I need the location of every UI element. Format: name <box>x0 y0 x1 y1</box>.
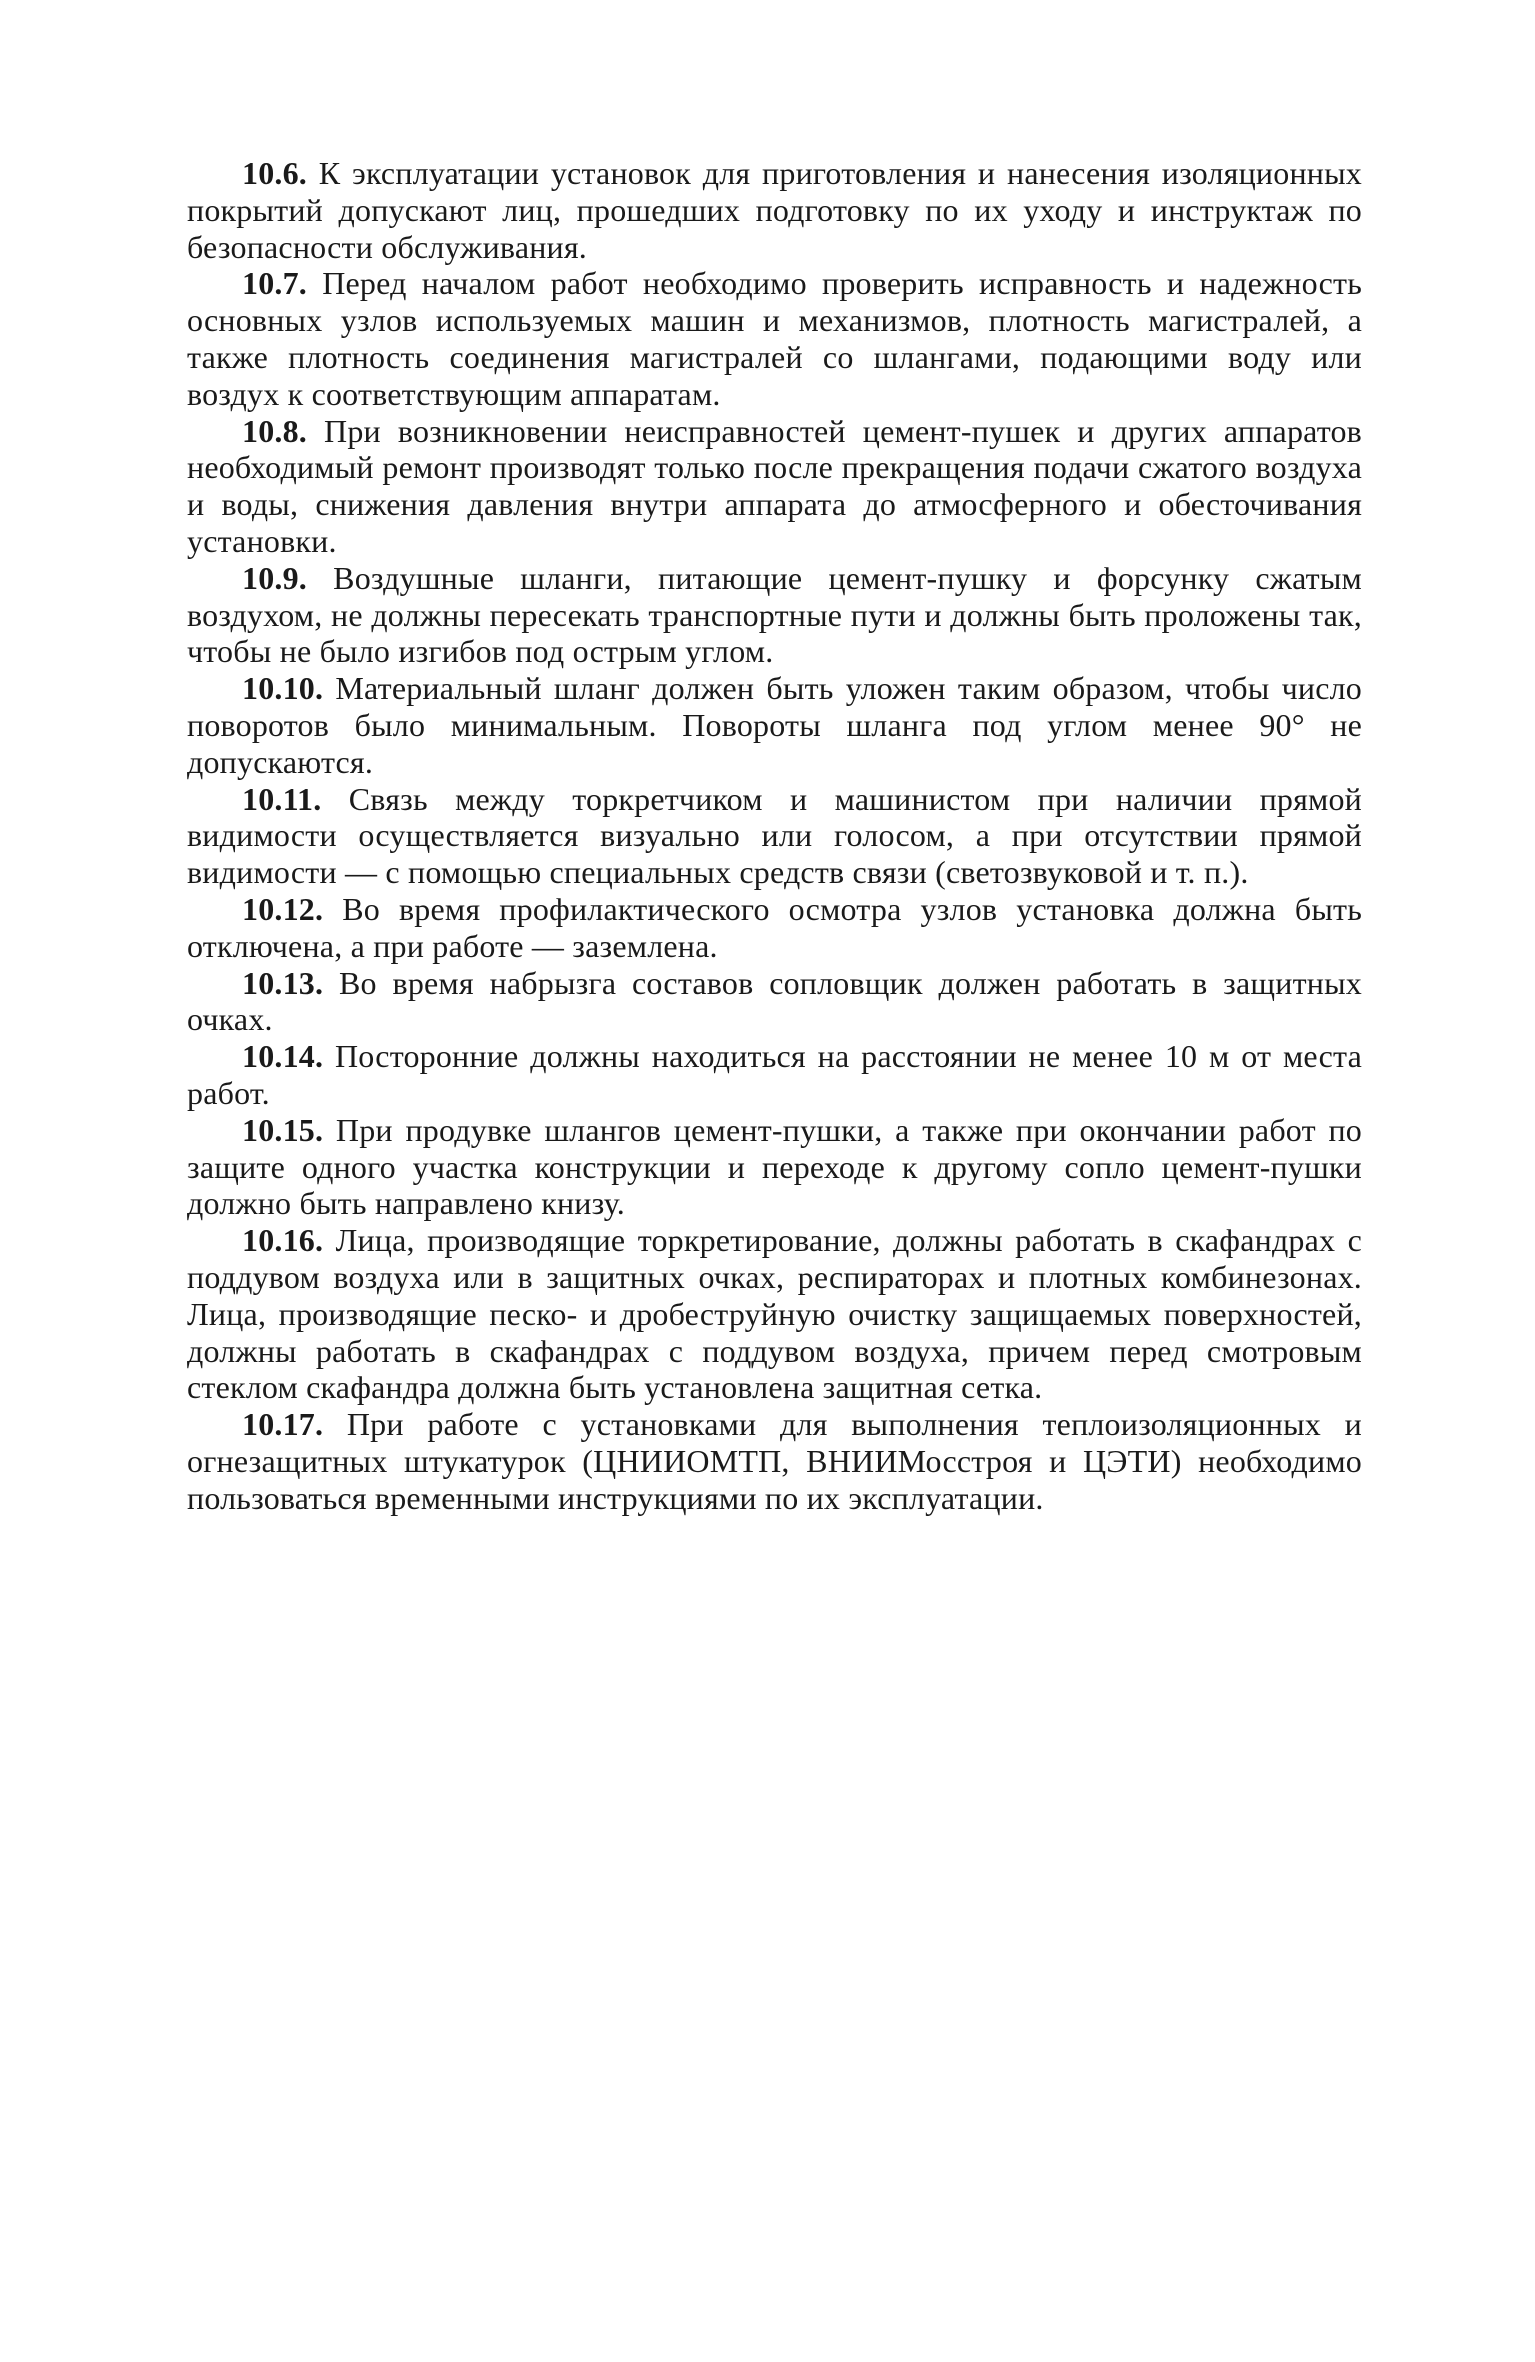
paragraph-10-13 <box>187 965 1362 1039</box>
paragraph-text: К эксплуатации установок для приготовления и нанесения изоляционных покрытий допускают лиц, прошедших подготовку по их уходу и инструктаж по безопасности обслуживания. <box>187 155 1363 265</box>
paragraph-text: Материальный шланг должен быть уложен таким образом, чтобы число поворотов было минимальным. Повороты шланга под углом менее 90° не допускаются. <box>187 670 1362 780</box>
paragraph-number: 10.9. <box>242 559 307 596</box>
paragraph-text: При работе с установками для выполнения теплоизоляционных и огнезащитных штукатурок (ЦНИИОМТП, ВНИИМосстроя и ЦЭТИ) необходимо пользоваться временными инструкциями по их эксплуатации. <box>187 1406 1362 1516</box>
paragraph-10-14 <box>187 1038 1362 1112</box>
paragraph-number: 10.12. <box>242 890 324 927</box>
paragraph-10-7 <box>187 265 1362 412</box>
paragraph-number: 10.17. <box>242 1406 324 1443</box>
paragraph-text: Во время профилактического осмотра узлов установка должна быть отключена, а при работе — заземлена. <box>187 890 1362 964</box>
paragraph-text: Связь между торкретчиком и машинистом при наличии прямой видимости осуществляется визуально или голосом, а при отсутствии прямой видимости — с помощью специальных средств связи (светозвуковой и т. п.). <box>187 780 1363 891</box>
paragraph-10-10 <box>187 670 1362 780</box>
paragraph-10-11 <box>187 781 1362 891</box>
paragraph-number: 10.8. <box>242 412 307 449</box>
paragraph-10-15 <box>187 1112 1362 1222</box>
paragraph-number: 10.16. <box>242 1222 324 1259</box>
paragraph-number: 10.15. <box>242 1111 324 1148</box>
paragraph-text: Лица, производящие торкретирование, должны работать в скафандрах с поддувом воздуха или в защитных очках, респираторах и плотных комбинезонах. Лица, производящие песко- и дробеструйную очистку защищаемых поверхностей, должны работать в скафандрах с поддувом воздуха, причем перед смотровым стеклом скафандра должна быть установлена защитная сетка. <box>187 1222 1362 1406</box>
paragraph-text: Во время набрызга составов сопловщик должен работать в защитных очках. <box>187 964 1362 1038</box>
paragraph-text: Перед началом работ необходимо проверить исправность и надежность основных узлов используемых машин и механизмов, плотность магистралей, а также плотность соединения магистралей со шлангами, подающими воду или воздух к соответствующим аппаратам. <box>187 265 1363 412</box>
paragraph-number: 10.14. <box>242 1038 324 1075</box>
document-body <box>187 155 1362 1516</box>
paragraph-text: Посторонние должны находиться на расстоянии не менее 10 м от места работ. <box>187 1038 1362 1111</box>
paragraph-number: 10.11. <box>242 780 322 817</box>
paragraph-number: 10.13. <box>242 964 324 1001</box>
paragraph-10-6 <box>187 155 1362 265</box>
paragraph-10-16 <box>187 1222 1362 1406</box>
paragraph-number: 10.10. <box>242 670 324 707</box>
paragraph-text: Воздушные шланги, питающие цемент-пушку и форсунку сжатым воздухом, не должны пересекать транспортные пути и должны быть проложены так, чтобы не было изгибов под острым углом. <box>187 559 1362 670</box>
paragraph-10-12 <box>187 891 1362 965</box>
paragraph-10-9 <box>187 560 1362 670</box>
paragraph-10-17 <box>187 1406 1362 1516</box>
paragraph-text: При продувке шлангов цемент-пушки, а также при окончании работ по защите одного участка конструкции и переходе к другому сопло цемент-пушки должно быть направлено книзу. <box>187 1111 1363 1222</box>
paragraph-number: 10.7. <box>242 265 307 302</box>
paragraph-text: При возникновении неисправностей цемент-пушек и других аппаратов необходимый ремонт производят только после прекращения подачи сжатого воздуха и воды, снижения давления внутри аппарата до атмосферного и обесточивания установки. <box>187 412 1362 559</box>
paragraph-number: 10.6. <box>242 155 307 191</box>
paragraph-10-8 <box>187 413 1362 560</box>
